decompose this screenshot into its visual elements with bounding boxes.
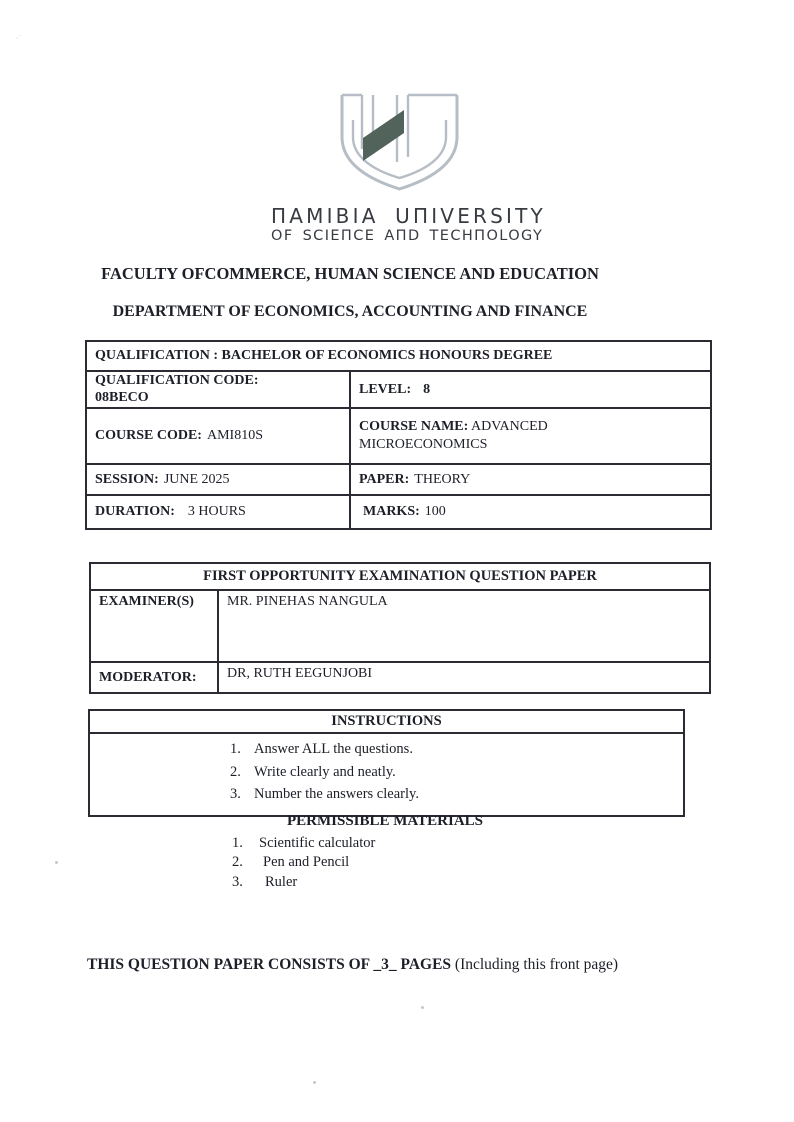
instruction-number: 2.: [230, 763, 241, 780]
scan-artifact: ,⋅: [16, 32, 21, 40]
examination-table: [89, 562, 711, 694]
course-code-label: COURSE CODE:: [95, 428, 202, 443]
scan-artifact: [55, 861, 58, 864]
scan-artifact: [313, 1081, 316, 1084]
material-text: Ruler: [265, 873, 298, 890]
qualification-code-cell: [87, 372, 349, 407]
level-label: LEVEL:: [359, 381, 412, 397]
instruction-number: 1.: [230, 741, 241, 757]
duration-cell: [87, 496, 349, 528]
course-code-cell: [87, 409, 349, 463]
instruction-item: [230, 783, 683, 806]
material-number: 2.: [232, 854, 243, 871]
permissible-materials-section: [88, 813, 682, 892]
instruction-text: Write clearly and neatly.: [254, 763, 396, 780]
examiner-value-cell: MR. PINEHAS NANGULA: [217, 591, 709, 661]
material-item: [232, 834, 682, 853]
exam-paper-title: FIRST OPPORTUNITY EXAMINATION QUESTION PAPER: [203, 568, 597, 584]
table-row: [87, 370, 710, 407]
table-row: [87, 407, 710, 463]
exam-table-title-row: [91, 564, 709, 589]
qualification-code-value: 08BECO: [95, 389, 149, 405]
instructions-title: INSTRUCTIONS: [331, 713, 442, 729]
scan-artifact: [421, 1006, 424, 1009]
instructions-title-row: [90, 711, 683, 732]
page-count-note: [87, 956, 618, 974]
paper-label: PAPER:: [359, 471, 410, 487]
material-number: 1.: [232, 835, 243, 851]
materials-list: [88, 834, 682, 892]
material-text: Pen and Pencil: [263, 854, 350, 871]
course-name-label: COURSE NAME:: [359, 419, 469, 434]
material-item: [232, 873, 682, 892]
shield-outline: [342, 95, 457, 189]
instruction-item: [230, 761, 683, 784]
moderator-label-cell: MODERATOR:: [99, 669, 197, 685]
instructions-box: [88, 709, 685, 817]
qualification-code-label: QUALIFICATION CODE:: [95, 373, 259, 388]
table-row: [87, 494, 710, 528]
session-value: JUNE 2025: [163, 471, 230, 487]
material-number: 3.: [232, 873, 243, 890]
page-count-bold: THIS QUESTION PAPER CONSISTS OF _3_ PAGES: [87, 956, 455, 973]
marks-value: 100: [424, 504, 446, 519]
department-heading: DEPARTMENT OF ECONOMICS, ACCOUNTING AND FINANCE: [112, 303, 588, 320]
faculty-heading: FACULTY OFCOMMERCE, HUMAN SCIENCE AND EDUCATION: [101, 264, 599, 283]
qualification-table: [85, 340, 712, 530]
materials-title: PERMISSIBLE MATERIALS: [286, 813, 484, 829]
level-cell: [349, 372, 710, 407]
duration-label: DURATION:: [95, 504, 175, 519]
table-row: [87, 342, 710, 370]
examiner-label-cell: EXAMINER(S): [99, 594, 194, 609]
instruction-number: 3.: [230, 786, 241, 803]
page-count-regular: (Including this front page): [454, 956, 619, 973]
duration-value: 3 HOURS: [187, 504, 246, 519]
marks-label: MARKS:: [363, 504, 420, 519]
material-text: Scientific calculator: [259, 835, 376, 851]
session-cell: [87, 465, 349, 494]
paper-cell: [349, 465, 710, 494]
table-row: [91, 589, 709, 661]
qualification-header-cell: QUALIFICATION : BACHELOR OF ECONOMICS HONOURS DEGREE: [95, 348, 553, 363]
session-label: SESSION:: [95, 471, 159, 487]
marks-cell: [349, 496, 710, 528]
moderator-value-cell: DR, RUTH EEGUNJOBI: [217, 663, 709, 692]
instructions-list: [90, 732, 683, 815]
instruction-text: Answer ALL the questions.: [254, 741, 413, 757]
course-name-cell: [349, 409, 710, 463]
university-name: ΠAMIBIA UΠIVERSITY: [271, 204, 546, 228]
course-name-value: ADVANCED MICROECONOMICS: [359, 419, 548, 452]
paper-value: THEORY: [414, 471, 471, 487]
material-item: [232, 853, 682, 872]
table-row: [91, 661, 709, 692]
course-code-value: AMI810S: [206, 428, 263, 443]
nust-shield-logo: [337, 92, 459, 192]
instruction-text: Number the answers clearly.: [254, 786, 419, 803]
instruction-item: [230, 738, 683, 761]
table-row: [87, 463, 710, 494]
level-value: 8: [423, 381, 431, 397]
university-subtitle: OF SCIEΠCE AΠD TECHΠOLOGY: [271, 228, 544, 244]
